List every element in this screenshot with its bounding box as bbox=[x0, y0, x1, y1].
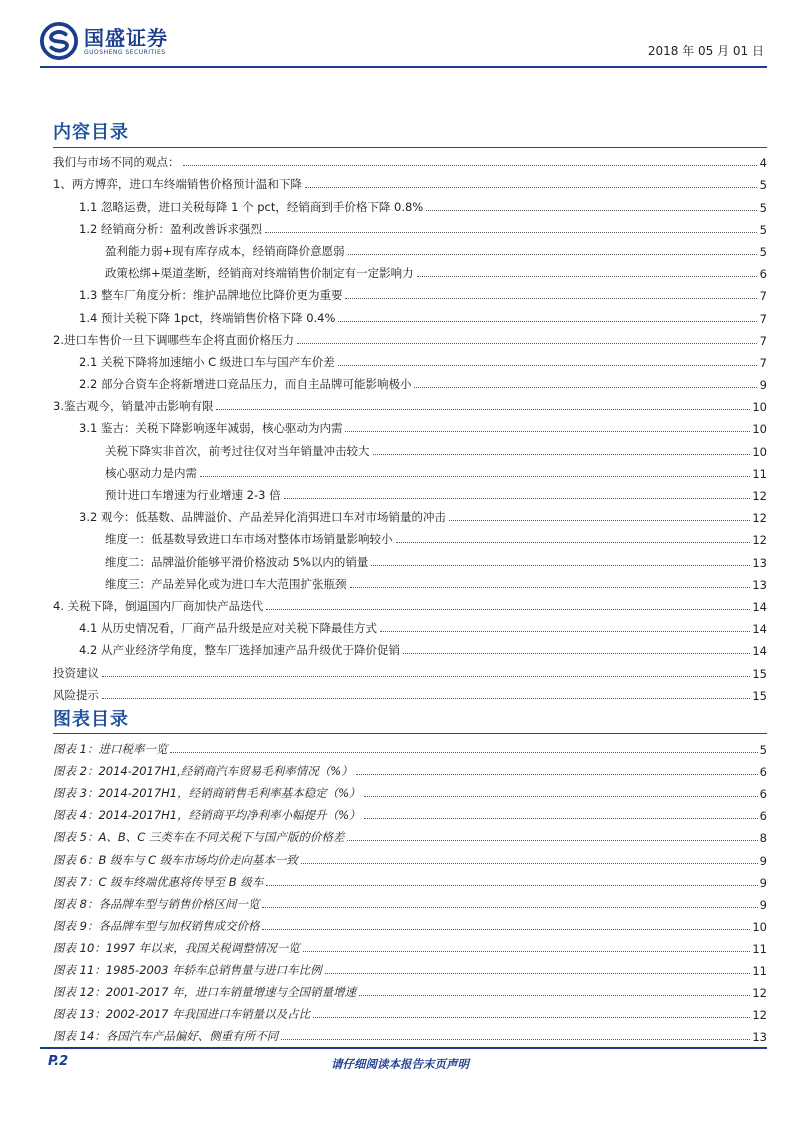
figure-entry-title: 图表 3：2014-2017H1，经销商销售毛利率基本稳定（%） bbox=[53, 786, 361, 801]
figure-entry[interactable] bbox=[53, 823, 767, 845]
figure-leader-dots bbox=[281, 1038, 750, 1040]
disclaimer-note: 请仔细阅读本报告末页声明 bbox=[331, 1057, 469, 1071]
toc-entry-page: 15 bbox=[752, 688, 767, 703]
figure-entry-title: 图表 10：1997 年以来，我国关税调整情况一览 bbox=[53, 940, 300, 955]
toc-entry[interactable] bbox=[53, 525, 767, 547]
figure-entry[interactable] bbox=[53, 1022, 767, 1044]
figure-leader-dots bbox=[364, 795, 758, 797]
toc-entry-page: 10 bbox=[752, 400, 767, 415]
figure-entry-title: 图表 14：各国汽车产品偏好、侧重有所不同 bbox=[53, 1029, 279, 1044]
toc-leader-dots bbox=[345, 430, 750, 432]
toc-entry-title: 维度三：产品差异化或为进口车大范围扩张瓶颈 bbox=[105, 576, 347, 591]
toc-leader-dots bbox=[380, 630, 750, 632]
toc-entry-title: 维度二：品牌溢价能够平滑价格波动 5%以内的销量 bbox=[105, 554, 369, 569]
toc-leader-dots bbox=[396, 541, 751, 543]
figure-leader-dots bbox=[356, 773, 758, 775]
figure-leader-dots bbox=[347, 839, 757, 841]
toc-leader-dots bbox=[373, 453, 751, 455]
figure-leader-dots bbox=[301, 862, 758, 864]
figure-entry-page: 6 bbox=[759, 787, 767, 802]
toc-entry[interactable] bbox=[53, 259, 767, 281]
toc-entry[interactable] bbox=[53, 414, 767, 436]
figure-entry-title: 图表 7：C 级车终端优惠将传导至 B 级车 bbox=[53, 874, 264, 889]
toc-entry-title: 2.2 部分合资车企将新增进口竞品压力，而自主品牌可能影响极小 bbox=[79, 377, 412, 392]
toc-entry[interactable] bbox=[53, 570, 767, 592]
toc-entry-page: 5 bbox=[759, 244, 767, 259]
toc-leader-dots bbox=[102, 697, 750, 699]
brand-name-cn: 国盛证券 bbox=[84, 25, 168, 50]
toc-entry-title: 政策松绑+渠道垄断，经销商对终端销售价制定有一定影响力 bbox=[105, 266, 414, 281]
toc-entry-page: 12 bbox=[752, 489, 767, 503]
toc-entry-page: 11 bbox=[752, 466, 767, 481]
figure-entry-page: 6 bbox=[759, 809, 767, 824]
toc-entry-title: 1、两方博弈，进口车终端销售价格预计温和下降 bbox=[53, 177, 302, 192]
toc-entry[interactable] bbox=[53, 436, 767, 458]
toc-entry-page: 5 bbox=[759, 222, 767, 237]
figure-entry[interactable] bbox=[53, 845, 767, 867]
toc-entry-page: 13 bbox=[752, 555, 767, 570]
toc-entry-page: 13 bbox=[752, 577, 767, 592]
toc-entry-title: 1.2 经销商分析：盈利改善诉求强烈 bbox=[79, 221, 262, 236]
figure-entry-page: 9 bbox=[759, 853, 767, 868]
toc-entry[interactable] bbox=[53, 348, 767, 370]
toc-entry-page: 14 bbox=[752, 599, 767, 614]
toc-entry-page: 12 bbox=[752, 511, 767, 526]
figure-entry-page: 9 bbox=[759, 875, 767, 890]
figure-leader-dots bbox=[303, 950, 751, 952]
figure-entry[interactable] bbox=[53, 779, 767, 801]
toc-entry-title: 风险提示 bbox=[53, 687, 99, 702]
toc-entry[interactable] bbox=[53, 503, 767, 525]
toc-leader-dots bbox=[417, 275, 757, 277]
toc-entry-title: 预计进口车增速为行业增速 2-3 倍 bbox=[105, 488, 281, 502]
toc-leader-dots bbox=[350, 586, 751, 588]
figure-leader-dots bbox=[359, 994, 750, 996]
toc-entry-title: 我们与市场不同的观点： bbox=[53, 155, 180, 170]
figure-leader-dots bbox=[325, 972, 751, 974]
toc-entry-title: 3.1 鉴古：关税下降影响逐年减弱，核心驱动为内需 bbox=[79, 421, 343, 436]
toc-list bbox=[53, 148, 767, 703]
figure-entry[interactable] bbox=[53, 757, 767, 779]
figures-title-rule bbox=[53, 733, 767, 734]
toc-entry[interactable] bbox=[53, 281, 767, 303]
toc-entry[interactable] bbox=[53, 614, 767, 636]
toc-entry[interactable] bbox=[53, 370, 767, 392]
brand-logo-icon bbox=[40, 22, 78, 60]
toc-entry-title: 2.1 关税下降将加速缩小 C 级进口车与国产车价差 bbox=[79, 354, 335, 369]
toc-entry[interactable] bbox=[53, 658, 767, 680]
figure-leader-dots bbox=[262, 928, 750, 930]
toc-entry[interactable] bbox=[53, 459, 767, 481]
figure-entry-page: 10 bbox=[752, 919, 767, 934]
figure-entry-page: 8 bbox=[759, 831, 767, 846]
toc-entry[interactable] bbox=[53, 636, 767, 658]
header-divider bbox=[40, 66, 767, 68]
figure-entry[interactable] bbox=[53, 1000, 767, 1022]
figure-entry-page: 9 bbox=[759, 897, 767, 912]
figure-entry-title: 图表 4：2014-2017H1，经销商平均净利率小幅提升（%） bbox=[53, 808, 361, 823]
figure-entry[interactable] bbox=[53, 801, 767, 823]
toc-entry-title: 4. 关税下降，倒逼国内厂商加快产品迭代 bbox=[53, 598, 264, 613]
figure-entry[interactable] bbox=[53, 934, 767, 956]
toc-entry-page: 10 bbox=[752, 444, 767, 459]
toc-entry[interactable] bbox=[53, 392, 767, 414]
figure-entry-title: 图表 13：2002-2017 年我国进口车销量以及占比 bbox=[53, 1007, 311, 1022]
toc-entry-title: 2.进口车售价一旦下调哪些车企将直面价格压力 bbox=[53, 332, 294, 347]
toc-entry-title: 1.4 预计关税下降 1pct，终端销售价格下降 0.4% bbox=[79, 310, 336, 325]
figure-entry[interactable] bbox=[53, 912, 767, 934]
figure-entry-page: 11 bbox=[752, 941, 767, 956]
toc-entry-page: 5 bbox=[759, 200, 767, 215]
toc-entry-page: 7 bbox=[759, 311, 767, 326]
toc-leader-dots bbox=[371, 564, 750, 566]
brand-logo bbox=[40, 22, 168, 60]
page-header bbox=[40, 22, 770, 68]
figure-entry-title: 图表 9：各品牌车型与加权销售成交价格 bbox=[53, 918, 260, 933]
toc-entry-title: 关税下降实非首次，前考过往仅对当年销量冲击较大 bbox=[105, 443, 370, 458]
toc-entry-title: 3.鉴古观今，销量冲击影响有限 bbox=[53, 399, 214, 414]
toc-entry[interactable] bbox=[53, 237, 767, 259]
toc-leader-dots bbox=[102, 675, 750, 677]
toc-entry[interactable] bbox=[53, 681, 767, 703]
figure-entry[interactable] bbox=[53, 868, 767, 890]
toc-entry[interactable] bbox=[53, 192, 767, 214]
figure-entry-title: 图表 12：2001-2017 年，进口车销量增速与全国销量增速 bbox=[53, 985, 357, 1000]
figure-leader-dots bbox=[313, 1016, 750, 1018]
figure-entry[interactable] bbox=[53, 978, 767, 1000]
toc-entry[interactable] bbox=[53, 215, 767, 237]
toc-leader-dots bbox=[403, 652, 750, 654]
toc-leader-dots bbox=[426, 209, 757, 211]
page-number: P.2 bbox=[48, 1054, 69, 1069]
figure-entry-page: 6 bbox=[759, 765, 767, 780]
figure-entry-page: 13 bbox=[752, 1030, 767, 1045]
toc-leader-dots bbox=[284, 497, 751, 499]
toc-leader-dots bbox=[338, 320, 757, 322]
toc-entry[interactable] bbox=[53, 148, 767, 170]
toc-leader-dots bbox=[338, 364, 757, 366]
footer-divider bbox=[40, 1047, 767, 1049]
figures-list bbox=[53, 735, 767, 1044]
toc-entry-title: 维度一：低基数导致进口车市场对整体市场销量影响较小 bbox=[105, 532, 393, 547]
figure-entry-title: 图表 5：A、B、C 三类车在不同关税下与国产版的价格差 bbox=[53, 830, 345, 845]
toc-entry-page: 14 bbox=[752, 622, 767, 637]
toc-entry-page: 7 bbox=[759, 289, 767, 304]
toc-title: 内容目录 bbox=[53, 122, 129, 143]
figure-entry-page: 12 bbox=[752, 1008, 767, 1023]
toc-entry-page: 14 bbox=[752, 644, 767, 659]
toc-entry[interactable] bbox=[53, 547, 767, 569]
brand-name-en: GUOSHENG SECURITIES bbox=[84, 48, 166, 56]
figure-leader-dots bbox=[266, 884, 757, 886]
toc-entry-title: 投资建议 bbox=[53, 665, 99, 680]
toc-entry-page: 9 bbox=[759, 378, 767, 393]
toc-leader-dots bbox=[348, 253, 757, 255]
toc-entry-page: 10 bbox=[752, 422, 767, 437]
toc-entry-page: 5 bbox=[759, 178, 767, 193]
toc-entry-title: 盈利能力弱+现有库存成本，经销商降价意愿弱 bbox=[105, 243, 345, 258]
toc-entry[interactable] bbox=[53, 481, 767, 503]
figure-entry-title: 图表 11：1985-2003 年轿车总销售量与进口车比例 bbox=[53, 963, 322, 978]
toc-leader-dots bbox=[305, 186, 757, 188]
toc-entry[interactable] bbox=[53, 326, 767, 348]
toc-entry-title: 4.2 从产业经济学角度，整车厂选择加速产品升级优于降价促销 bbox=[79, 643, 400, 658]
toc-entry[interactable] bbox=[53, 170, 767, 192]
toc-leader-dots bbox=[265, 231, 757, 233]
toc-entry-page: 7 bbox=[759, 333, 767, 348]
toc-entry-page: 15 bbox=[752, 666, 767, 681]
figure-entry[interactable] bbox=[53, 890, 767, 912]
report-date: 2018 年 05 月 01 日 bbox=[647, 44, 764, 58]
figure-entry-page: 11 bbox=[752, 964, 767, 979]
toc-leader-dots bbox=[297, 342, 757, 344]
figure-entry-title: 图表 1：进口税率一览 bbox=[53, 742, 168, 757]
toc-entry-page: 12 bbox=[752, 533, 767, 548]
toc-entry[interactable] bbox=[53, 303, 767, 325]
toc-leader-dots bbox=[345, 297, 757, 299]
figure-entry[interactable] bbox=[53, 956, 767, 978]
toc-entry-title: 1.3 整车厂角度分析：维护品牌地位比降价更为重要 bbox=[79, 288, 343, 303]
toc-entry-page: 4 bbox=[759, 156, 767, 171]
figure-entry-page: 5 bbox=[759, 743, 767, 758]
toc-leader-dots bbox=[266, 608, 750, 610]
toc-entry-page: 7 bbox=[759, 355, 767, 370]
toc-entry-title: 4.1 从历史情况看，厂商产品升级是应对关税下降最佳方式 bbox=[79, 621, 377, 636]
figure-entry-title: 图表 2：2014-2017H1,经销商汽车贸易毛利率情况（%） bbox=[53, 764, 353, 779]
toc-entry-title: 1.1 忽略运费，进口关税每降 1 个 pct，经销商到手价格下降 0.8% bbox=[79, 199, 424, 214]
toc-leader-dots bbox=[449, 519, 750, 521]
toc-leader-dots bbox=[414, 386, 757, 388]
figure-entry-title: 图表 8：各品牌车型与销售价格区间一览 bbox=[53, 896, 260, 911]
figure-entry-page: 12 bbox=[752, 986, 767, 1001]
figure-entry[interactable] bbox=[53, 735, 767, 757]
figure-leader-dots bbox=[364, 817, 758, 819]
toc-leader-dots bbox=[183, 164, 758, 166]
toc-leader-dots bbox=[200, 475, 750, 477]
figure-entry-title: 图表 6：B 级车与 C 级车市场均价走向基本一致 bbox=[53, 852, 298, 867]
toc-entry[interactable] bbox=[53, 592, 767, 614]
figure-leader-dots bbox=[170, 751, 757, 753]
toc-entry-title: 3.2 观今：低基数、品牌溢价、产品差异化消弭进口车对市场销量的冲击 bbox=[79, 510, 446, 525]
figures-title: 图表目录 bbox=[53, 709, 129, 730]
figure-leader-dots bbox=[262, 906, 757, 908]
toc-entry-page: 6 bbox=[759, 267, 767, 282]
toc-leader-dots bbox=[216, 408, 750, 410]
toc-entry-title: 核心驱动力是内需 bbox=[105, 465, 197, 480]
